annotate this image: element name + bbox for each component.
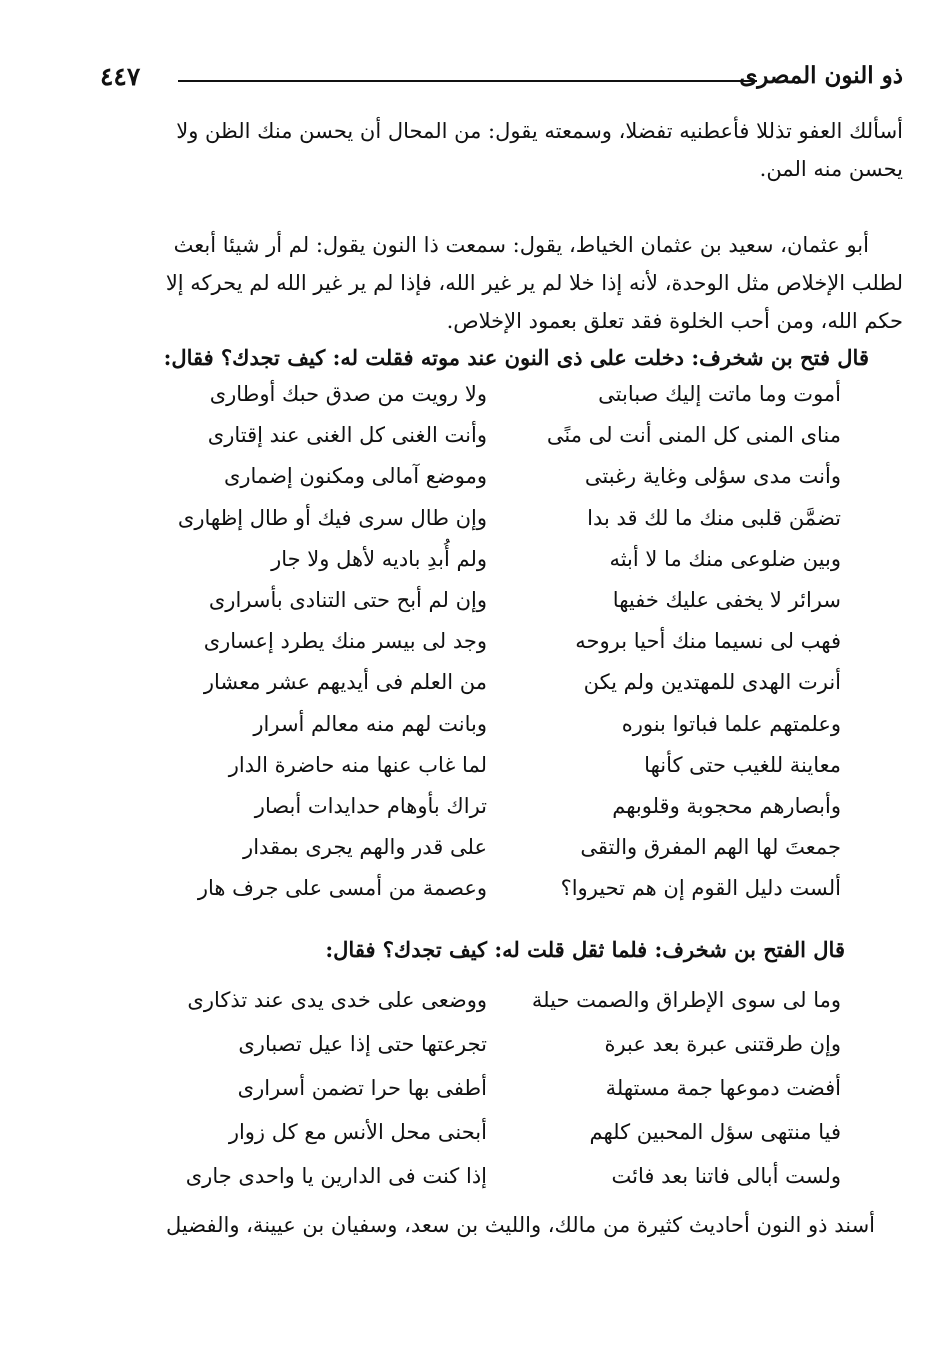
verse [170, 423, 841, 464]
verse-first-hemistich: وبين ضلوعى منك ما لا أبثه [609, 546, 841, 571]
verse-first-hemistich: فهب لى نسيما منك أحيا بروحه [575, 629, 841, 654]
verse-second-hemistich: ووضعى على خدى يدى عند تذكارى [187, 988, 487, 1012]
page-number: ٤٤٧ [100, 62, 141, 91]
verse [170, 670, 841, 711]
verse-first-hemistich: ألست دليل القوم إن هم تحيروا؟ [560, 876, 841, 901]
verse-second-hemistich: وإن طال سرى فيك أو طال إظهارى [177, 505, 487, 530]
text-line: أبو عثمان، سعيد بن عثمان الخياط، يقول: سمعت ذا النون يقول: لم أر شيئا أبعث [173, 233, 869, 257]
verse-first-hemistich: وأنت مدى سؤلى وغاية رغبتى [584, 464, 841, 489]
verse-second-hemistich: لما غاب عنها منه حاضرة الدار [228, 752, 487, 777]
verse-first-hemistich: تضمَّن قلبى منك ما لك قد بدا [587, 505, 841, 530]
closing-paragraph [60, 1206, 875, 1244]
verse [170, 753, 841, 794]
page-header [100, 60, 903, 100]
verse-first-hemistich: أنرت الهدى للمهتدين ولم يكن [583, 670, 841, 695]
poem-2-intro: قال الفتح بن شخرف: فلما ثقل قلت له: كيف تجدك؟ فقال: [325, 937, 845, 962]
verse [170, 794, 841, 835]
verse-second-hemistich: تراك بأوهام حدايدات أبصار [254, 793, 487, 818]
paragraph-1 [98, 112, 903, 188]
verse-first-hemistich: أموت وما ماتت إليك صبابتى [598, 382, 841, 406]
verse [170, 1164, 841, 1208]
verse-second-hemistich: وبانت لهم منه معالم أسرار [253, 711, 487, 736]
verse [170, 1076, 841, 1120]
verse-first-hemistich: سرائر لا يخفى عليك خفيها [612, 587, 841, 612]
text-line: أسند ذو النون أحاديث كثيرة من مالك، والليث بن سعد، وسفيان بن عيينة، والفضيل [166, 1213, 875, 1237]
text-line: يحسن منه المن. [759, 157, 903, 181]
text-line: أسألك العفو تذللا فأعطنيه تفضلا، وسمعته يقول: من المحال أن يحسن منك الظن ولا [176, 119, 903, 143]
verse [170, 835, 841, 876]
verse-first-hemistich: وإن طرقتنى عبرة بعد عبرة [604, 1032, 841, 1056]
verse-first-hemistich: جمعتَ لها الهم المفرق والتقى [580, 835, 841, 860]
verse-second-hemistich: على قدر والهم يجرى بمقدار [243, 835, 487, 860]
verse-first-hemistich: فيا منتهى سؤل المحبين كلهم [589, 1120, 841, 1144]
verse-first-hemistich: ولست أبالى فاتنا بعد فائت [611, 1164, 841, 1188]
verse [170, 712, 841, 753]
running-title: ذو النون المصرى [739, 62, 903, 89]
verse [170, 1032, 841, 1076]
text-line: حكم الله، ومن أحب الخلوة فقد تعلق بعمود الإخلاص. [446, 309, 903, 333]
verse-second-hemistich: وأنت الغنى كل الغنى عند إقتارى [207, 423, 487, 448]
verse [170, 382, 841, 423]
poem-1 [170, 382, 841, 917]
verse-second-hemistich: من العلم فى أيديهم عشر معشار [203, 670, 487, 695]
verse [170, 876, 841, 917]
verse-first-hemistich: مناى المنى كل المنى أنت لى منًى [546, 423, 841, 448]
verse-second-hemistich: أبحنى محل الأنس مع كل زوار [228, 1120, 487, 1144]
verse-first-hemistich: وما لى سوى الإطراق والصمت حيلة [531, 988, 841, 1012]
header-rule [178, 80, 757, 82]
verse [170, 464, 841, 505]
verse [170, 988, 841, 1032]
verse-second-hemistich: وعصمة من أمسى على جرف هار [197, 876, 487, 901]
text-line: لطلب الإخلاص مثل الوحدة، لأنه إذا خلا لم ير غير الله، فإذا لم ير غير الله لم يحركه إلا [165, 271, 903, 295]
verse-second-hemistich: تجرعتها حتى إذا عيل تصبارى [238, 1032, 487, 1056]
verse-first-hemistich: وأبصارهم محجوبة وقلوبهم [612, 793, 841, 818]
verse [170, 547, 841, 588]
verse-second-hemistich: وموضع آمالى ومكنون إضمارى [223, 464, 487, 489]
verse [170, 588, 841, 629]
verse-second-hemistich: ولم أُبدِ باديه لأهل ولا جار [271, 546, 487, 571]
verse-second-hemistich: وإن لم أبح حتى التنادى بأسرارى [208, 587, 487, 612]
verse-first-hemistich: وعلمتهم علما فباتوا بنوره [621, 711, 841, 736]
verse-first-hemistich: معاينة للغيب حتى كأنها [644, 752, 841, 777]
paragraph-2 [98, 226, 903, 340]
verse-second-hemistich: أطفى بها حرا تضمن أسرارى [237, 1076, 487, 1100]
poem-2 [170, 988, 841, 1208]
verse-second-hemistich: إذا كنت فى الدارين يا واحدى جارى [185, 1164, 487, 1188]
verse [170, 1120, 841, 1164]
verse-second-hemistich: ولا رويت من صدق حبك أوطارى [209, 382, 487, 406]
verse [170, 629, 841, 670]
poem-1-intro: قال فتح بن شخرف: دخلت على ذى النون عند موته فقلت له: كيف تجدك؟ فقال: [163, 345, 869, 370]
verse-first-hemistich: أفضت دموعها جمة مستهلة [605, 1076, 841, 1100]
verse-second-hemistich: وجد لى بيسر منك يطرد إعسارى [203, 629, 487, 654]
verse [170, 506, 841, 547]
